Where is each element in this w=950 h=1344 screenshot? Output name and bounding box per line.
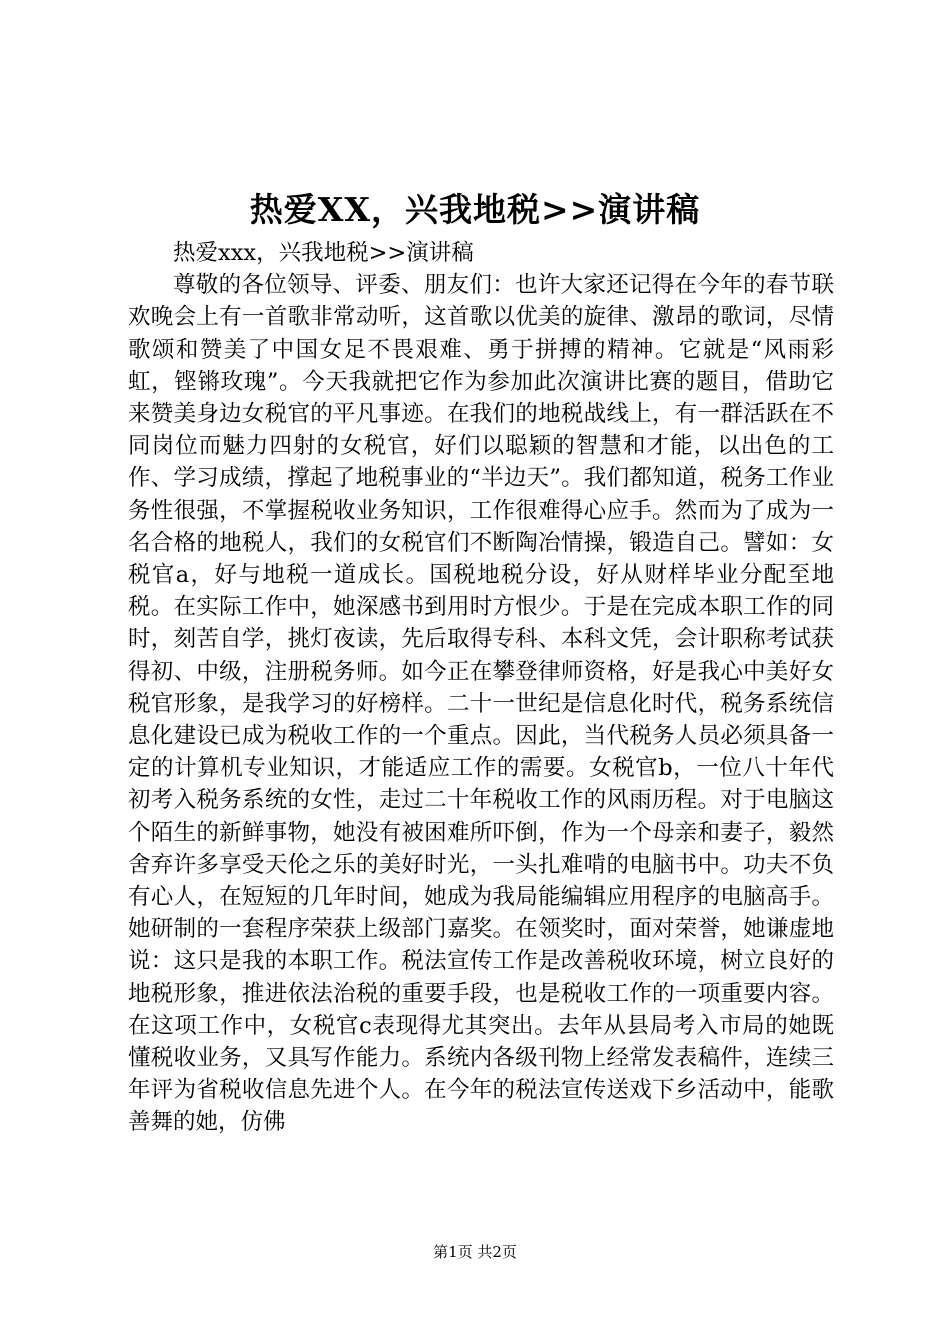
page-number-footer: 第1页 共2页 bbox=[433, 1243, 517, 1261]
body-paragraph: 尊敬的各位领导、评委、朋友们：也许大家还记得在今年的春节联欢晚会上有一首歌非常动听，这首歌以优美的旋律、激昂的歌词，尽情歌颂和赞美了中国女足不畏艰难、勇于拼搏的精神。它就是“风雨彩虹，铿锵玫瑰”。今天我就把它作为参加此次演讲比赛的题目，借助它来赞美身边女税官的平凡事迹。在我们的地税战线上，有一群活跃在不同岗位而魅力四射的女税官，好们以聪颖的智慧和才能，以出色的工作、学习成绩，撑起了地税事业的“半边天”。我们都知道，税务工作业务性很强，不掌握税收业务知识，工作很难得心应手。然而为了成为一名合格的地税人，我们的女税官们不断陶冶情操，锻造自己。譬如：女税官a，好与地税一道成长。国税地税分设，好从财样毕业分配至地税。在实际工作中，她深感书到用时方恨少。于是在完成本职工作的同时，刻苦自学，挑灯夜读，先后取得专科、本科文凭，会计职称考试获得初、中级，注册税务师。如今正在攀登律师资格，好是我心中美好女税官形象，是我学习的好榜样。二十一世纪是信息化时代，税务系统信息化建设已成为税收工作的一个重点。因此，当代税务人员必须具备一定的计算机专业知识，才能适应工作的需要。女税官b，一位八十年代初考入税务系统的女性，走过二十年税收工作的风雨历程。对于电脑这个陌生的新鲜事物，她没有被困难所吓倒，作为一个母亲和妻子，毅然舍弃许多享受天伦之乐的美好时光，一头扎难啃的电脑书中。功夫不负有心人，在短短的几年时间，她成为我局能编辑应用程序的电脑高手。她研制的一套程序荣获上级部门嘉奖。在领奖时，面对荣誉，她谦虚地说：这只是我的本职工作。税法宣传工作是改善税收环境，树立良好的地税形象，推进依法治税的重要手段，也是税收工作的一项重要内容。在这项工作中，女税官c表现得尤其突出。去年从县局考入市局的她既懂税收业务，又具写作能力。系统内各级刊物上经常发表稿件，连续三年评为省税收信息先进个人。在今年的税法宣传送戏下乡活动中，能歌善舞的她，仿佛 bbox=[128, 272, 834, 1136]
document-body bbox=[128, 237, 834, 1139]
subtitle-paragraph: 热爱xxx，兴我地税>>演讲稿 bbox=[173, 240, 474, 266]
document-title: 热爱XX，兴我地税>>演讲稿 bbox=[249, 190, 701, 229]
